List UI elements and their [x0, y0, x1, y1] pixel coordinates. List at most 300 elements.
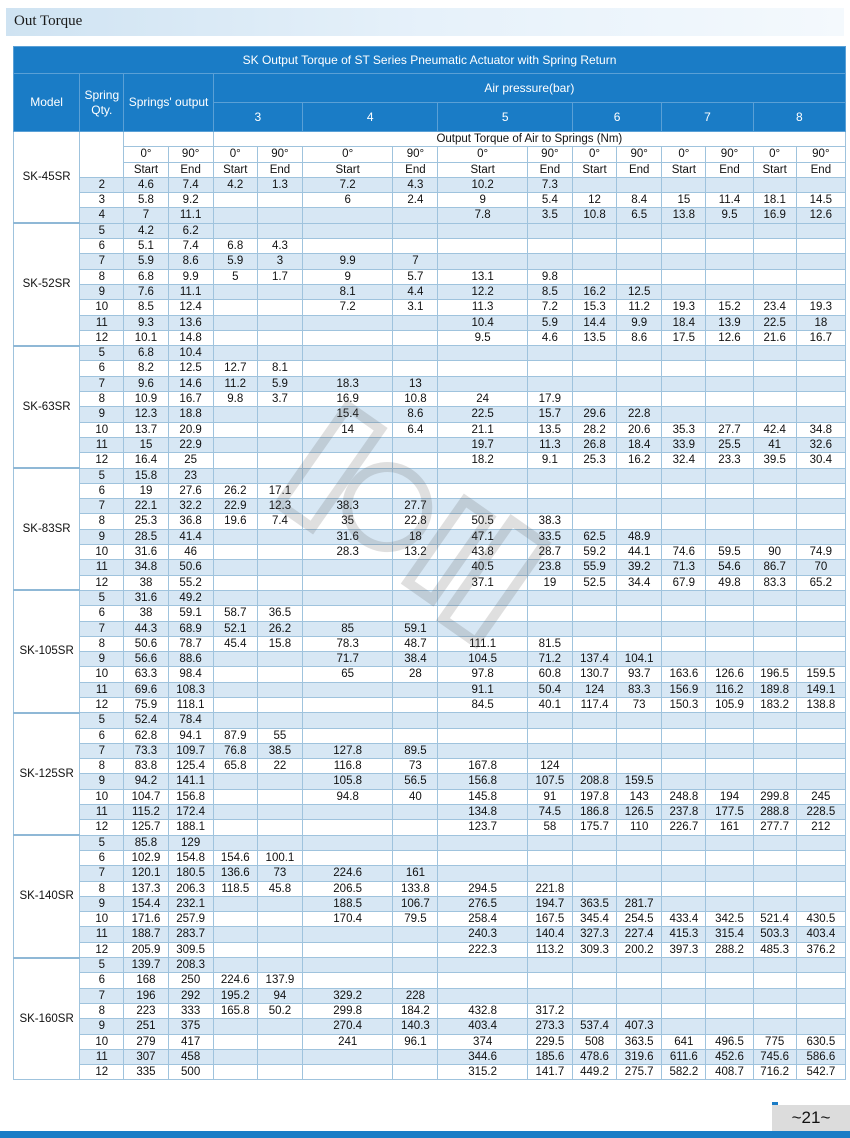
torque-cell — [257, 1019, 302, 1034]
torque-cell — [213, 300, 257, 315]
table-row — [14, 958, 846, 973]
torque-cell — [303, 713, 393, 728]
torque-cell — [213, 835, 257, 850]
torque-cell: 237.8 — [662, 805, 706, 820]
torque-cell — [213, 896, 257, 911]
torque-cell — [438, 254, 527, 269]
torque-cell — [706, 499, 753, 514]
torque-cell — [213, 422, 257, 437]
torque-cell: 11.1 — [168, 284, 213, 299]
start-end-cell: End — [393, 162, 438, 177]
torque-cell — [617, 621, 662, 636]
table-row — [14, 835, 846, 850]
torque-cell: 611.6 — [662, 1049, 706, 1064]
spring-qty-cell: 10 — [80, 789, 124, 804]
torque-cell: 78.7 — [168, 636, 213, 651]
torque-cell: 36.5 — [257, 606, 302, 621]
torque-cell — [527, 713, 572, 728]
torque-cell — [213, 820, 257, 835]
torque-cell: 20.9 — [168, 422, 213, 437]
torque-cell — [393, 606, 438, 621]
torque-cell — [213, 453, 257, 468]
torque-cell — [662, 376, 706, 391]
torque-cell — [527, 468, 572, 483]
torque-cell — [393, 560, 438, 575]
torque-cell: 38 — [124, 575, 168, 590]
torque-cell — [393, 1049, 438, 1064]
torque-cell — [662, 896, 706, 911]
torque-cell: 145.8 — [438, 789, 527, 804]
torque-cell — [303, 820, 393, 835]
torque-cell: 9 — [303, 269, 393, 284]
torque-cell: 208.3 — [168, 958, 213, 973]
torque-cell: 41.4 — [168, 529, 213, 544]
torque-cell: 283.7 — [168, 927, 213, 942]
torque-cell — [753, 483, 796, 498]
torque-cell — [438, 499, 527, 514]
torque-cell: 27.7 — [706, 422, 753, 437]
table-row — [14, 346, 846, 361]
torque-cell — [257, 912, 302, 927]
torque-cell: 16.7 — [796, 330, 845, 345]
table-row — [14, 208, 846, 223]
torque-cell: 56.6 — [124, 652, 168, 667]
spring-qty-cell: 9 — [80, 1019, 124, 1034]
torque-cell — [303, 315, 393, 330]
table-row — [14, 881, 846, 896]
angle-cell: 90° — [796, 147, 845, 162]
torque-cell: 116.8 — [303, 759, 393, 774]
spring-qty-cell: 8 — [80, 1003, 124, 1018]
torque-cell: 65.8 — [213, 759, 257, 774]
torque-cell: 69.6 — [124, 682, 168, 697]
torque-cell — [617, 988, 662, 1003]
torque-cell — [753, 973, 796, 988]
torque-cell — [706, 239, 753, 254]
torque-cell: 245 — [796, 789, 845, 804]
torque-cell: 15.3 — [572, 300, 616, 315]
air-pressure-header: Air pressure(bar) — [213, 74, 845, 103]
angle-cell: 90° — [706, 147, 753, 162]
torque-cell — [257, 652, 302, 667]
table-row — [14, 361, 846, 376]
torque-cell: 22.5 — [438, 407, 527, 422]
spring-qty-cell: 6 — [80, 239, 124, 254]
table-row — [14, 774, 846, 789]
torque-cell: 105.9 — [706, 697, 753, 712]
table-row — [14, 453, 846, 468]
torque-cell — [753, 896, 796, 911]
torque-cell — [706, 759, 753, 774]
torque-cell: 36.8 — [168, 514, 213, 529]
torque-cell — [438, 590, 527, 605]
model-cell: SK-160SR — [14, 958, 80, 1080]
torque-cell: 71.3 — [662, 560, 706, 575]
torque-cell: 18.3 — [303, 376, 393, 391]
torque-cell — [796, 346, 845, 361]
torque-cell: 6.2 — [168, 223, 213, 238]
torque-cell — [572, 958, 616, 973]
torque-cell: 34.8 — [124, 560, 168, 575]
torque-cell: 19 — [527, 575, 572, 590]
torque-cell — [796, 269, 845, 284]
torque-cell — [706, 590, 753, 605]
torque-cell — [753, 254, 796, 269]
spring-qty-cell: 5 — [80, 713, 124, 728]
torque-cell — [662, 652, 706, 667]
torque-cell — [706, 269, 753, 284]
torque-cell: 175.7 — [572, 820, 616, 835]
torque-cell: 38.3 — [527, 514, 572, 529]
torque-cell — [257, 682, 302, 697]
table-row — [14, 912, 846, 927]
torque-cell — [706, 988, 753, 1003]
torque-cell: 319.6 — [617, 1049, 662, 1064]
torque-cell: 55 — [257, 728, 302, 743]
torque-cell — [438, 728, 527, 743]
torque-cell: 188.5 — [303, 896, 393, 911]
torque-cell: 14.4 — [572, 315, 616, 330]
torque-cell: 177.5 — [706, 805, 753, 820]
torque-cell — [527, 239, 572, 254]
angle-cell: 90° — [168, 147, 213, 162]
torque-cell — [662, 728, 706, 743]
torque-cell: 250 — [168, 973, 213, 988]
torque-cell: 18 — [393, 529, 438, 544]
torque-cell — [753, 988, 796, 1003]
torque-cell: 52.4 — [124, 713, 168, 728]
torque-cell: 7.3 — [527, 177, 572, 192]
torque-cell: 156.9 — [662, 682, 706, 697]
torque-cell: 23.4 — [753, 300, 796, 315]
spring-qty-cell: 7 — [80, 988, 124, 1003]
torque-cell: 212 — [796, 820, 845, 835]
torque-cell: 9.8 — [213, 392, 257, 407]
torque-cell: 13.6 — [168, 315, 213, 330]
start-end-cell: Start — [438, 162, 527, 177]
torque-cell: 97.8 — [438, 667, 527, 682]
torque-cell — [796, 866, 845, 881]
torque-cell — [303, 560, 393, 575]
torque-cell — [706, 177, 753, 192]
torque-cell — [213, 697, 257, 712]
angle-cell: 0° — [438, 147, 527, 162]
torque-cell: 28.2 — [572, 422, 616, 437]
torque-cell: 102.9 — [124, 850, 168, 865]
torque-cell: 106.7 — [393, 896, 438, 911]
torque-cell: 188.1 — [168, 820, 213, 835]
torque-cell: 17.1 — [257, 483, 302, 498]
torque-cell: 25.5 — [706, 437, 753, 452]
torque-cell: 582.2 — [662, 1065, 706, 1080]
torque-cell: 342.5 — [706, 912, 753, 927]
torque-cell: 65 — [303, 667, 393, 682]
torque-cell — [617, 835, 662, 850]
torque-cell: 11.3 — [527, 437, 572, 452]
pressure-header-0: 3 — [213, 103, 302, 132]
torque-cell — [662, 958, 706, 973]
torque-cell — [753, 958, 796, 973]
table-row — [14, 483, 846, 498]
torque-cell — [617, 1003, 662, 1018]
torque-cell: 16.9 — [753, 208, 796, 223]
torque-cell: 18.4 — [662, 315, 706, 330]
torque-cell — [257, 1065, 302, 1080]
torque-cell: 24 — [438, 392, 527, 407]
torque-cell — [662, 973, 706, 988]
torque-cell: 91 — [527, 789, 572, 804]
torque-cell — [796, 177, 845, 192]
start-end-cell: End — [168, 162, 213, 177]
torque-cell: 8.4 — [617, 193, 662, 208]
torque-cell: 3.5 — [527, 208, 572, 223]
torque-cell — [753, 728, 796, 743]
torque-cell: 641 — [662, 1034, 706, 1049]
start-end-cell: End — [706, 162, 753, 177]
torque-cell — [706, 254, 753, 269]
torque-cell: 172.4 — [168, 805, 213, 820]
page-header — [0, 0, 850, 40]
torque-cell — [706, 483, 753, 498]
torque-cell — [753, 284, 796, 299]
torque-cell: 165.8 — [213, 1003, 257, 1018]
torque-cell: 28.3 — [303, 545, 393, 560]
table-row — [14, 575, 846, 590]
model-cell: SK-105SR — [14, 590, 80, 712]
torque-cell — [753, 759, 796, 774]
torque-cell: 139.7 — [124, 958, 168, 973]
torque-cell — [617, 728, 662, 743]
torque-cell: 433.4 — [662, 912, 706, 927]
torque-cell — [257, 805, 302, 820]
table-row — [14, 254, 846, 269]
torque-cell: 22.9 — [168, 437, 213, 452]
torque-cell: 508 — [572, 1034, 616, 1049]
torque-cell: 586.6 — [796, 1049, 845, 1064]
spring-qty-cell: 11 — [80, 927, 124, 942]
torque-cell — [303, 835, 393, 850]
torque-cell — [438, 483, 527, 498]
torque-cell: 48.7 — [393, 636, 438, 651]
torque-cell — [303, 361, 393, 376]
torque-cell: 307 — [124, 1049, 168, 1064]
torque-cell: 58 — [527, 820, 572, 835]
torque-cell — [617, 743, 662, 758]
torque-cell: 88.6 — [168, 652, 213, 667]
torque-cell: 7 — [124, 208, 168, 223]
torque-cell — [796, 407, 845, 422]
torque-cell — [438, 973, 527, 988]
torque-cell — [662, 850, 706, 865]
torque-cell: 10.4 — [438, 315, 527, 330]
torque-cell: 206.5 — [303, 881, 393, 896]
torque-cell: 19.3 — [796, 300, 845, 315]
torque-cell: 73.3 — [124, 743, 168, 758]
torque-cell — [213, 667, 257, 682]
torque-cell: 141.7 — [527, 1065, 572, 1080]
torque-cell: 71.2 — [527, 652, 572, 667]
angle-cell: 0° — [753, 147, 796, 162]
torque-cell — [662, 606, 706, 621]
torque-cell: 485.3 — [753, 942, 796, 957]
torque-cell: 5.9 — [124, 254, 168, 269]
torque-cell — [753, 529, 796, 544]
torque-cell — [617, 254, 662, 269]
torque-cell — [527, 621, 572, 636]
torque-cell: 309.3 — [572, 942, 616, 957]
torque-cell: 273.3 — [527, 1019, 572, 1034]
torque-cell — [572, 514, 616, 529]
torque-cell — [796, 896, 845, 911]
torque-cell: 12.3 — [257, 499, 302, 514]
torque-cell: 25.3 — [572, 453, 616, 468]
start-end-cell: Start — [124, 162, 168, 177]
torque-cell: 288.2 — [706, 942, 753, 957]
torque-cell: 55.9 — [572, 560, 616, 575]
torque-cell: 45.4 — [213, 636, 257, 651]
torque-cell: 67.9 — [662, 575, 706, 590]
torque-cell — [753, 376, 796, 391]
torque-cell: 41 — [753, 437, 796, 452]
torque-cell: 83.3 — [753, 575, 796, 590]
torque-cell: 12.5 — [168, 361, 213, 376]
torque-cell: 270.4 — [303, 1019, 393, 1034]
torque-cell — [662, 483, 706, 498]
torque-cell: 15 — [124, 437, 168, 452]
table-row — [14, 621, 846, 636]
torque-cell: 28.7 — [527, 545, 572, 560]
table-row — [14, 789, 846, 804]
torque-cell — [706, 835, 753, 850]
torque-cell: 180.5 — [168, 866, 213, 881]
blank-cell — [124, 132, 213, 147]
torque-cell: 20.6 — [617, 422, 662, 437]
torque-cell — [527, 958, 572, 973]
torque-cell: 93.7 — [617, 667, 662, 682]
torque-cell — [617, 269, 662, 284]
torque-cell: 9.8 — [527, 269, 572, 284]
torque-cell: 32.2 — [168, 499, 213, 514]
table-row — [14, 805, 846, 820]
torque-cell — [257, 300, 302, 315]
torque-cell: 299.8 — [753, 789, 796, 804]
torque-cell: 94.1 — [168, 728, 213, 743]
torque-cell: 73 — [617, 697, 662, 712]
torque-cell — [706, 621, 753, 636]
torque-cell — [303, 346, 393, 361]
torque-cell: 9.9 — [168, 269, 213, 284]
torque-cell — [796, 590, 845, 605]
torque-cell — [706, 636, 753, 651]
torque-cell: 27.7 — [393, 499, 438, 514]
torque-cell: 89.5 — [393, 743, 438, 758]
torque-cell — [796, 361, 845, 376]
torque-cell: 91.1 — [438, 682, 527, 697]
torque-cell: 228 — [393, 988, 438, 1003]
pressure-header-4: 7 — [662, 103, 753, 132]
page-number: ~21~ — [772, 1105, 850, 1131]
torque-cell — [303, 728, 393, 743]
torque-cell — [257, 545, 302, 560]
torque-cell: 221.8 — [527, 881, 572, 896]
start-end-cell: End — [796, 162, 845, 177]
torque-cell: 496.5 — [706, 1034, 753, 1049]
torque-cell — [527, 499, 572, 514]
torque-cell — [796, 483, 845, 498]
model-cell: SK-140SR — [14, 835, 80, 957]
torque-cell — [213, 208, 257, 223]
torque-cell — [706, 284, 753, 299]
torque-cell — [303, 973, 393, 988]
torque-cell — [257, 437, 302, 452]
torque-cell — [617, 636, 662, 651]
torque-cell: 38 — [124, 606, 168, 621]
torque-cell — [257, 284, 302, 299]
torque-cell: 5.9 — [527, 315, 572, 330]
table-row — [14, 223, 846, 238]
torque-cell: 196 — [124, 988, 168, 1003]
table-row — [14, 376, 846, 391]
torque-cell — [572, 590, 616, 605]
torque-cell: 8.2 — [124, 361, 168, 376]
torque-cell: 26.2 — [257, 621, 302, 636]
torque-cell: 44.3 — [124, 621, 168, 636]
torque-cell — [572, 759, 616, 774]
torque-cell — [393, 942, 438, 957]
torque-cell: 8.5 — [124, 300, 168, 315]
start-end-cell: Start — [213, 162, 257, 177]
torque-cell: 19.3 — [662, 300, 706, 315]
torque-cell: 31.6 — [124, 545, 168, 560]
torque-cell — [213, 774, 257, 789]
torque-cell — [393, 820, 438, 835]
torque-cell: 458 — [168, 1049, 213, 1064]
torque-cell: 129 — [168, 835, 213, 850]
torque-cell: 21.1 — [438, 422, 527, 437]
torque-cell: 10.4 — [168, 346, 213, 361]
table-row — [14, 499, 846, 514]
torque-cell — [662, 1003, 706, 1018]
torque-cell: 23.8 — [527, 560, 572, 575]
torque-cell: 17.9 — [527, 392, 572, 407]
torque-cell: 208.8 — [572, 774, 616, 789]
torque-cell: 137.4 — [572, 652, 616, 667]
torque-cell: 167.5 — [527, 912, 572, 927]
spring-qty-cell: 6 — [80, 973, 124, 988]
torque-cell — [796, 774, 845, 789]
spring-qty-cell: 2 — [80, 177, 124, 192]
table-row — [14, 667, 846, 682]
torque-cell: 32.4 — [662, 453, 706, 468]
torque-cell: 49.8 — [706, 575, 753, 590]
torque-cell: 38.4 — [393, 652, 438, 667]
torque-cell — [213, 529, 257, 544]
torque-cell: 335 — [124, 1065, 168, 1080]
torque-cell — [796, 958, 845, 973]
torque-cell: 73 — [257, 866, 302, 881]
torque-cell: 94.2 — [124, 774, 168, 789]
torque-cell — [303, 697, 393, 712]
torque-cell: 28.5 — [124, 529, 168, 544]
torque-cell — [662, 269, 706, 284]
torque-cell: 52.1 — [213, 621, 257, 636]
torque-cell: 21.6 — [753, 330, 796, 345]
torque-cell — [438, 866, 527, 881]
torque-cell: 18.4 — [617, 437, 662, 452]
torque-cell: 105.8 — [303, 774, 393, 789]
torque-cell — [706, 881, 753, 896]
torque-cell: 188.7 — [124, 927, 168, 942]
